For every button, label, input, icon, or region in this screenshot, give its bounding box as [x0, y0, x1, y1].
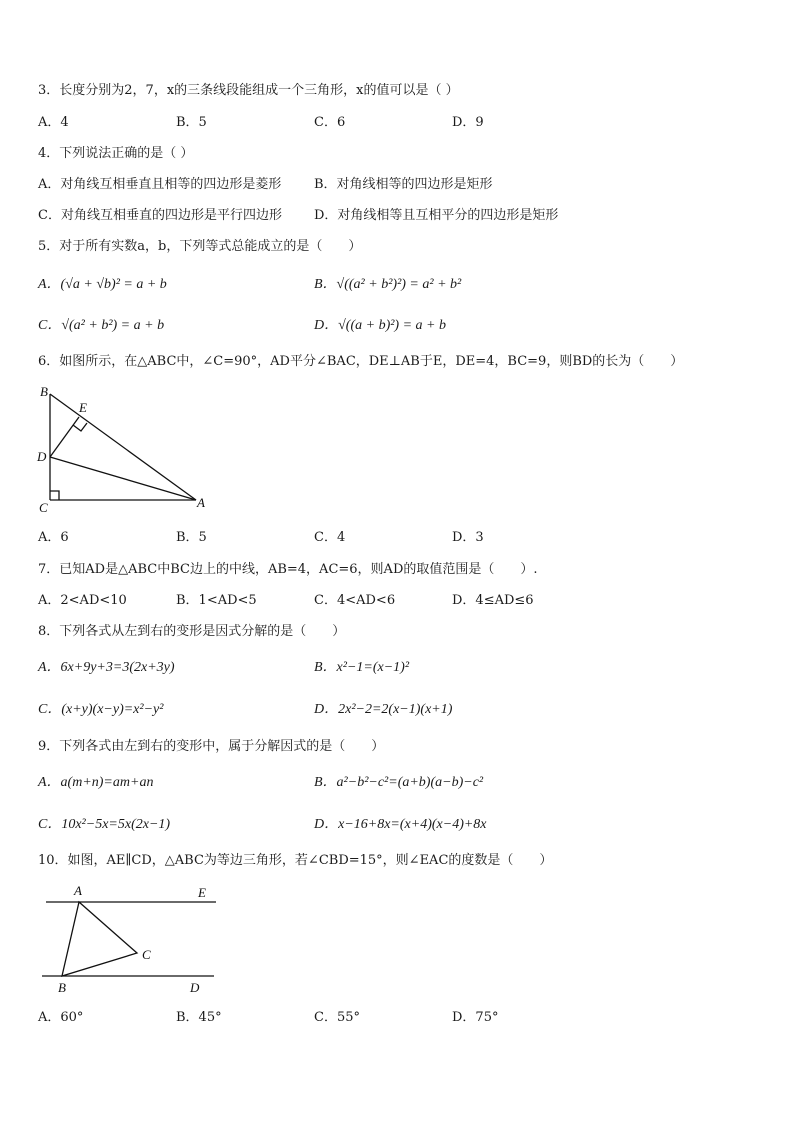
- q6-label-c: C: [39, 500, 48, 515]
- q9-option-a: A．a(m+n)=am+an: [38, 775, 154, 790]
- q6-stem: 6．如图所示，在△ABC中，∠C=90°，AD平分∠BAC，DE⊥AB于E，DE=4，BC=9，则BD的长为（ ）: [38, 354, 684, 369]
- q5-option-d: D．√((a + b)²) = a + b: [314, 318, 446, 333]
- q10-label-d: D: [190, 980, 200, 995]
- q10-option-a: A．60°: [38, 1010, 84, 1025]
- q3-option-c: C．6: [314, 115, 346, 130]
- q5-stem: 5．对于所有实数a，b，下列等式总能成立的是（ ）: [38, 239, 362, 254]
- q5-option-b: B．√((a² + b²)²) = a² + b²: [314, 277, 462, 292]
- q7-option-b: B．1<AD<5: [176, 593, 257, 608]
- q6-segment-da: [50, 457, 196, 500]
- q3-stem: 3．长度分别为2，7，x的三条线段能组成一个三角形，x的值可以是（ ）: [38, 83, 459, 98]
- q10-equilateral-triangle: [62, 902, 137, 976]
- q6-label-e: E: [79, 400, 87, 415]
- q6-label-a: A: [197, 495, 205, 510]
- q6-option-c: C．4: [314, 530, 346, 545]
- q10-option-d: D．75°: [452, 1010, 499, 1025]
- q7-option-d: D．4≤AD≤6: [452, 593, 534, 608]
- q3-option-a: A．4: [38, 115, 69, 130]
- q4-option-b: B．对角线相等的四边形是矩形: [314, 177, 493, 192]
- q7-option-c: C．4<AD<6: [314, 593, 396, 608]
- q5-option-c: C．√(a² + b²) = a + b: [38, 318, 165, 333]
- q9-option-d: D．x−16+8x=(x+4)(x−4)+8x: [314, 817, 487, 832]
- q4-option-c: C．对角线互相垂直的四边形是平行四边形: [38, 208, 282, 223]
- q10-stem: 10．如图，AE∥CD，△ABC为等边三角形，若∠CBD=15°，则∠EAC的度数是（ ）: [38, 853, 553, 868]
- q6-label-d: D: [37, 449, 47, 464]
- q5-option-a: A．(√a + √b)² = a + b: [38, 277, 167, 292]
- q6-option-b: B．5: [176, 530, 207, 545]
- q6-label-b: B: [40, 384, 48, 399]
- q8-option-d: D．2x²−2=2(x−1)(x+1): [314, 702, 453, 717]
- q8-option-c: C．(x+y)(x−y)=x²−y²: [38, 702, 164, 717]
- q4-option-a: A．对角线互相垂直且相等的四边形是菱形: [38, 177, 282, 192]
- q10-option-b: B．45°: [176, 1010, 222, 1025]
- q4-option-d: D．对角线相等且互相平分的四边形是矩形: [314, 208, 559, 223]
- q9-stem: 9．下列各式由左到右的变形中，属于分解因式的是（ ）: [38, 739, 385, 754]
- q3-option-d: D．9: [452, 115, 484, 130]
- q4-stem: 4．下列说法正确的是（ ）: [38, 146, 194, 161]
- q7-stem: 7．已知AD是△ABC中BC边上的中线，AB=4，AC=6，则AD的取值范围是（ ）.: [38, 562, 538, 577]
- q10-parallel-lines-figure: [34, 880, 234, 1000]
- q9-option-c: C．10x²−5x=5x(2x−1): [38, 817, 171, 832]
- q10-label-c: C: [142, 947, 151, 962]
- q6-segment-de: [50, 417, 79, 457]
- q3-option-b: B．5: [176, 115, 207, 130]
- q10-option-c: C．55°: [314, 1010, 360, 1025]
- q6-segment-ba: [50, 394, 196, 500]
- q7-option-a: A．2<AD<10: [38, 593, 127, 608]
- q10-label-e: E: [198, 885, 206, 900]
- q8-option-b: B．x²−1=(x−1)²: [314, 660, 410, 675]
- q10-label-a: A: [74, 883, 82, 898]
- q9-option-b: B．a²−b²−c²=(a+b)(a−b)−c²: [314, 775, 484, 790]
- q6-right-angle-c: [50, 491, 59, 500]
- q6-option-a: A．6: [38, 530, 69, 545]
- q8-stem: 8．下列各式从左到右的变形是因式分解的是（ ）: [38, 624, 346, 639]
- q6-option-d: D．3: [452, 530, 484, 545]
- q6-right-angle-e: [73, 423, 87, 431]
- q10-label-b: B: [58, 980, 66, 995]
- q6-triangle-figure: [34, 380, 214, 520]
- q8-option-a: A．6x+9y+3=3(2x+3y): [38, 660, 175, 675]
